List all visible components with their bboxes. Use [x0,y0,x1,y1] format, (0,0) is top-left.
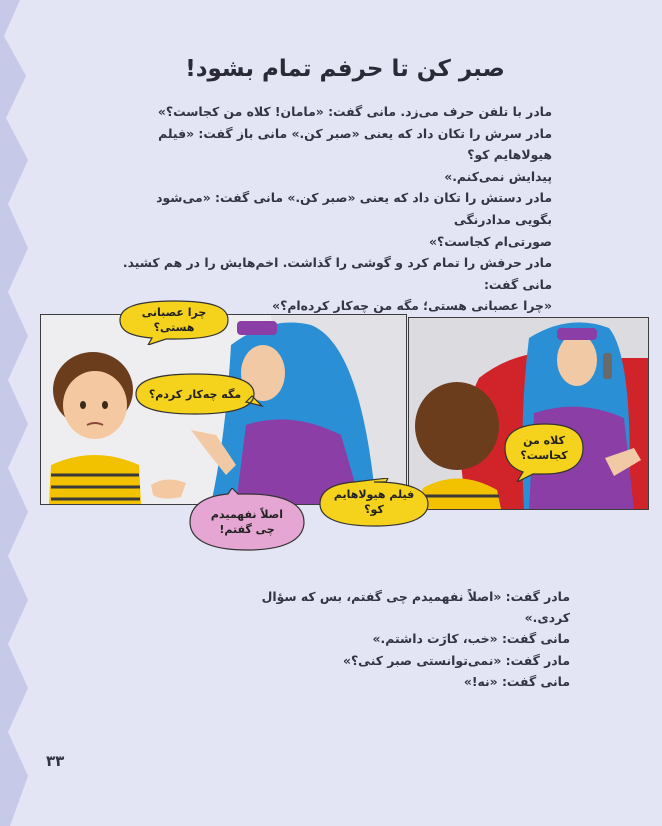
story-title: صبر کن تا حرفم تمام بشود! [185,56,505,82]
story-line: مادر دستش را تکان داد که یعنی «صبر کن.» مانی گفت: «می‌شود بگویی مدادرنگی [156,190,552,227]
speech-bubble-monster-film [318,478,430,526]
boy-hand [151,479,186,498]
phone-icon [603,353,612,379]
bubble-text: اصلاً نفهمیدم چی گفتم! [210,508,284,536]
story-line: مادر سرش را تکان داد که یعنی «صبر کن.» مانی باز گفت: «فیلم هیولاهایم کو؟ [158,125,552,163]
boy-shirt [49,455,141,504]
page-number: ۳۳ [46,752,65,770]
story-line: مادر با تلفن حرف می‌زد. مانی گفت: «مامان! کلاه من کجاست؟» [157,104,552,119]
story-line: پیدایش نمی‌کنم.» [444,168,552,184]
boy-face [63,371,127,439]
mother-face [557,334,597,386]
story-line: مادر حرفش را تمام کرد و گوشی را گذاشت. اخم‌هایش را در هم کشید. مانی گفت: [122,255,552,292]
boy-hair [415,382,499,470]
speech-bubble-where-hat [503,422,585,480]
bubble-text: چرا عصبانی هستی؟ [141,306,207,334]
page-edge-zigzag [0,0,34,826]
speech-bubble-why-angry [118,299,230,341]
dialog-line: مادر گفت: «نمی‌توانستی صبر کنی؟» [342,652,570,668]
dialog-line: مادر گفت: «اصلاً نفهمیدم چی گفتم، بس که سؤال کردی.» [261,589,570,626]
dialog-text [230,586,570,692]
story-line: «چرا عصبانی هستی؛ مگه من چه‌کار کرده‌ام؟» [272,298,552,314]
story-text [120,101,552,317]
bubble-text: کلاه من کجاست؟ [520,434,568,462]
story-line: صورتی‌ام کجاست؟» [429,233,552,249]
dialog-line: مانی گفت: «خب، کارَت داشتم.» [372,631,570,647]
dialog-line: مانی گفت: «نه!» [463,673,570,689]
speech-bubble-didnt-understand [188,488,306,550]
bubble-text: فیلم هیولاهایم کو؟ [333,488,415,516]
speech-bubble-what-did-i-do [134,372,256,416]
bubble-text: مگه چه‌کار کردم؟ [148,387,242,401]
